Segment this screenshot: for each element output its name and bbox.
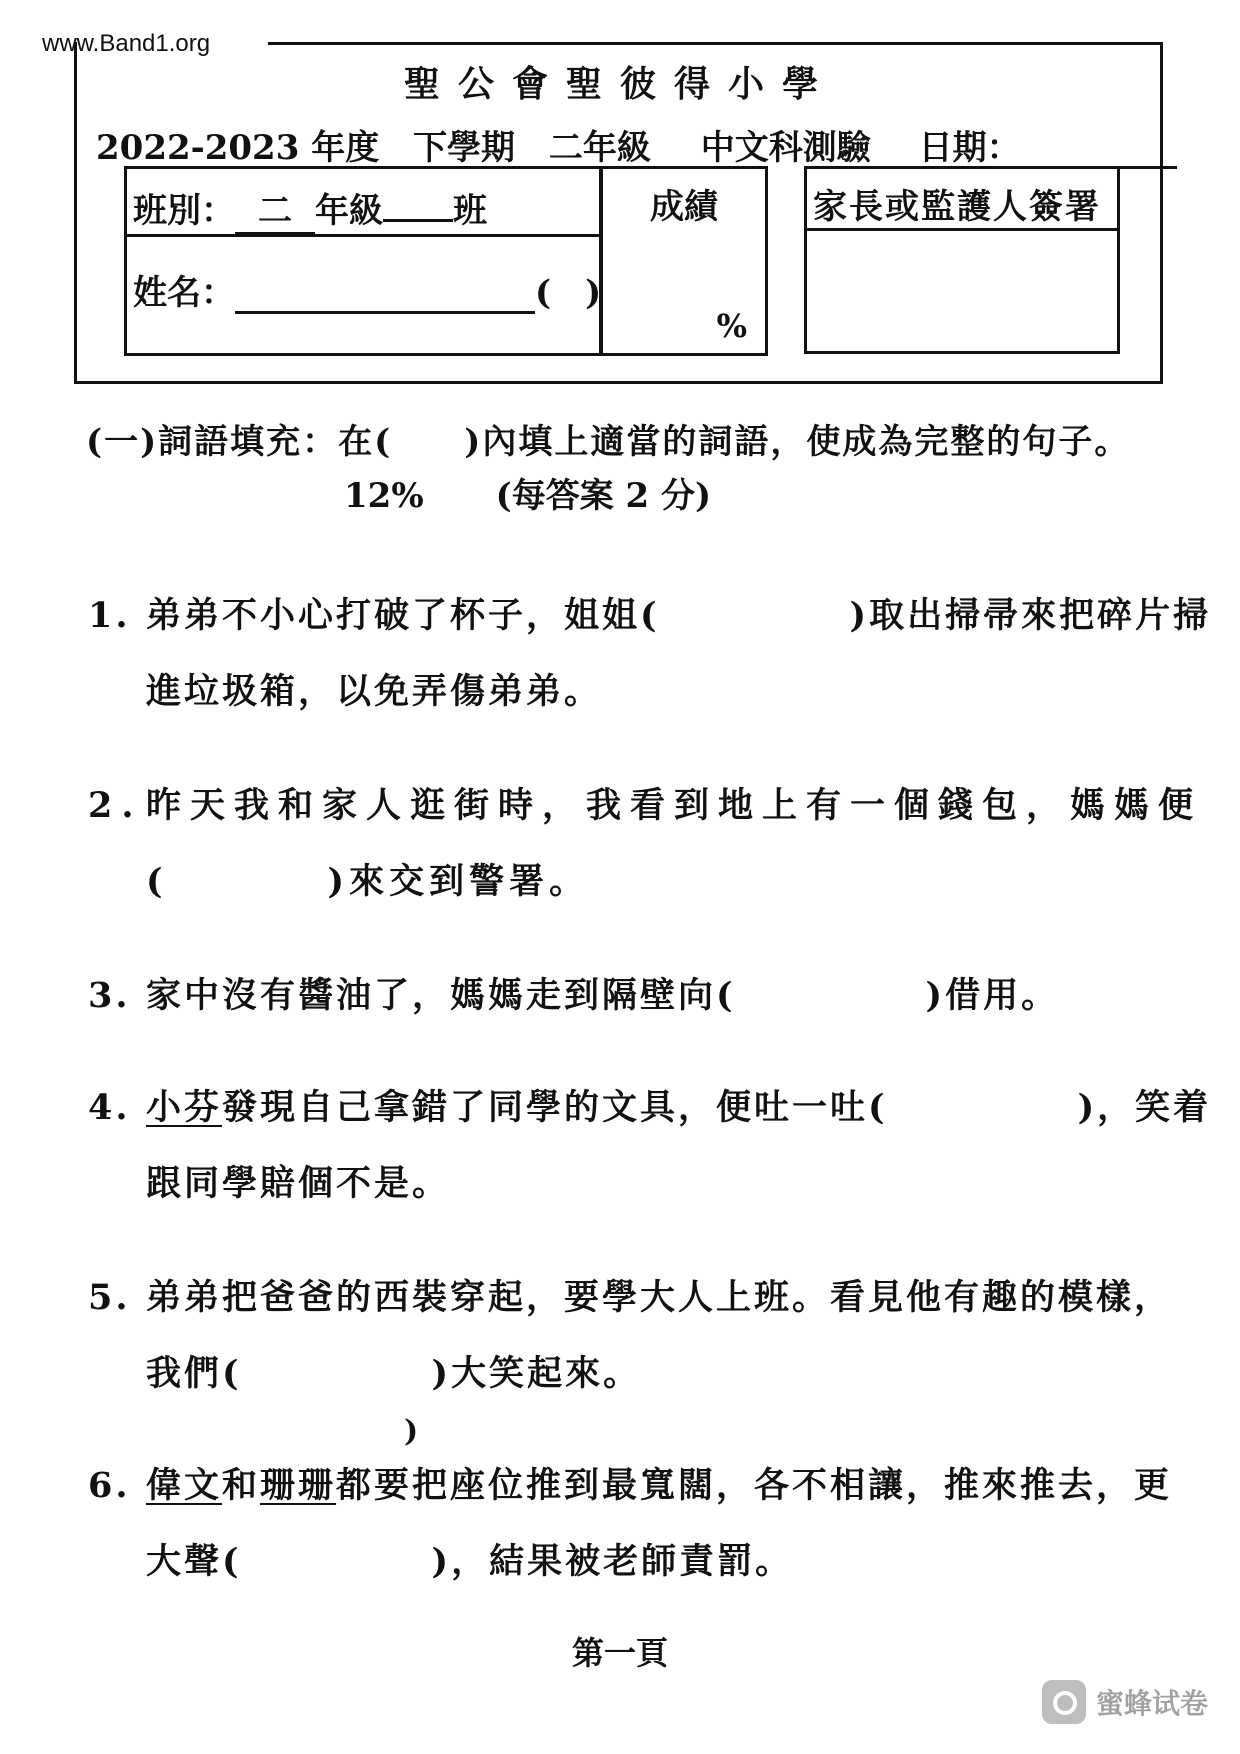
logo-text: 蜜蜂试卷 xyxy=(1096,1687,1209,1720)
question-6-line-2: 大聲( )，結果被老師責罰。 xyxy=(146,1541,794,1582)
question-5-line-2: 我們( )大笑起來。 xyxy=(146,1353,642,1394)
parent-signature-box[interactable] xyxy=(804,166,1120,354)
school-year: 2022-2023 年度 xyxy=(96,128,380,168)
name-blank[interactable] xyxy=(235,279,535,314)
name-label: 姓名： xyxy=(133,273,235,313)
question-5-line-1 xyxy=(88,1270,1172,1320)
question-3-line-1 xyxy=(88,968,1059,1018)
question-text: 發現自己拿錯了同學的文具，便吐一吐( )，笑着 xyxy=(222,1087,1212,1128)
grade: 二年級 xyxy=(548,128,651,168)
name-field[interactable] xyxy=(133,265,601,314)
person-name: 珊珊 xyxy=(260,1465,337,1506)
class-name-box xyxy=(124,166,602,356)
section-score-note: (每答案 2 分) xyxy=(495,476,712,516)
question-4-line-1 xyxy=(88,1080,1211,1130)
question-1-line-1 xyxy=(88,588,1211,638)
page-number: 第一頁 xyxy=(571,1634,668,1672)
class-number-paren: ( ) xyxy=(535,273,602,313)
question-1-line-2: 進垃圾箱，以免弄傷弟弟。 xyxy=(146,671,603,712)
section-title: (一)詞語填充：在( )內填上適當的詞語，使成為完整的句子。 xyxy=(86,422,1131,462)
question-number: 4. xyxy=(88,1087,131,1128)
section-weight: 12% xyxy=(344,476,424,516)
class-row xyxy=(127,169,599,237)
class-suffix: 班 xyxy=(453,191,487,231)
question-6-line-1 xyxy=(88,1458,1172,1508)
score-box xyxy=(600,166,768,356)
exam-info-line xyxy=(96,120,1199,169)
question-text: 家中沒有醬油了，媽媽走到隔壁向( )借用。 xyxy=(146,975,1060,1016)
class-grade-suffix: 年級 xyxy=(315,191,383,231)
date-field[interactable] xyxy=(1027,136,1177,169)
person-name: 偉文 xyxy=(146,1465,223,1506)
term: 下學期 xyxy=(413,128,516,168)
class-field[interactable] xyxy=(133,183,487,235)
score-percent-sign: % xyxy=(716,307,747,345)
signature-label-row xyxy=(807,169,1117,231)
school-name: 聖公會聖彼得小學 xyxy=(403,63,836,105)
question-number: 2. xyxy=(88,785,143,826)
class-blank[interactable] xyxy=(383,219,453,222)
question-text: 弟弟把爸爸的西裝穿起，要學大人上班。看見他有趣的模樣， xyxy=(146,1277,1173,1318)
logo-icon xyxy=(1042,1680,1086,1724)
question-number: 6. xyxy=(88,1465,131,1506)
score-label: 成績 xyxy=(650,187,718,227)
signature-label: 家長或監護人簽署 xyxy=(813,187,1101,227)
question-text: 昨天我和家人逛街時，我看到地上有一個錢包，媽媽便 xyxy=(146,785,1203,826)
question-2-line-1 xyxy=(88,778,1202,828)
question-text: 都要把座位推到最寬闊，各不相讓，推來推去，更 xyxy=(336,1465,1173,1506)
section-subtitle xyxy=(344,468,711,517)
subject: 中文科測驗 xyxy=(700,128,871,168)
date-label: 日期： xyxy=(918,128,1021,168)
question-number: 3. xyxy=(88,975,131,1016)
corner-watermark xyxy=(1042,1680,1208,1724)
class-grade-fill: 二 xyxy=(235,183,315,235)
question-text: 弟弟不小心打破了杯子，姐姐( )取出掃帚來把碎片掃 xyxy=(146,595,1212,636)
site-watermark: www.Band1.org xyxy=(42,30,211,57)
class-label: 班別： xyxy=(133,191,235,231)
question-number: 5. xyxy=(88,1277,131,1318)
question-number: 1. xyxy=(88,595,131,636)
person-name: 小芬 xyxy=(146,1087,223,1128)
conjunction: 和 xyxy=(222,1465,261,1506)
question-4-line-2: 跟同學賠個不是。 xyxy=(146,1163,451,1204)
question-2-line-2: ( )來交到警署。 xyxy=(146,861,590,902)
stray-mark: ) xyxy=(404,1414,419,1449)
